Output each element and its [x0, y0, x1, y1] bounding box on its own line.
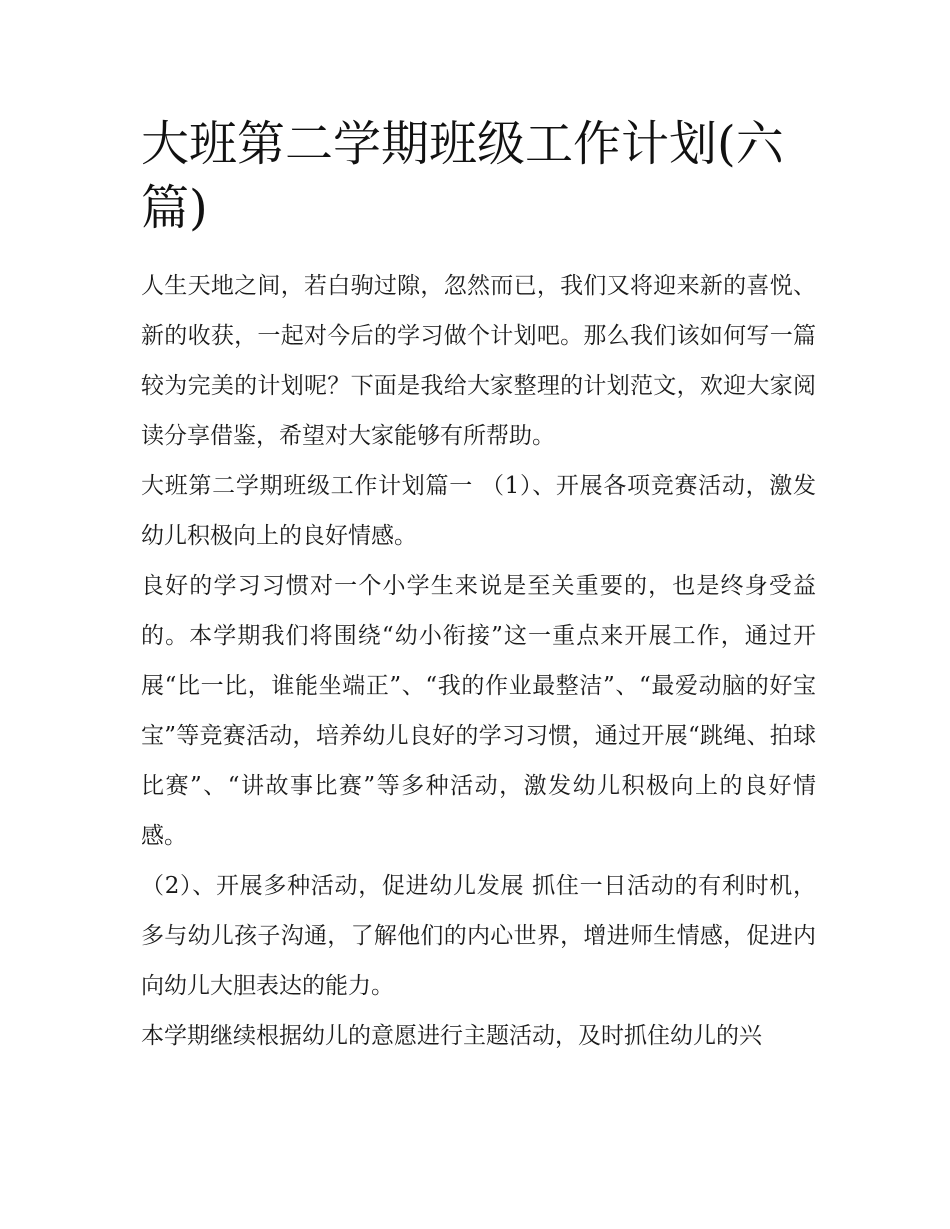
paragraph-plan-one: 大班第二学期班级工作计划篇一 （1）、开展各项竞赛活动，激发幼儿积极向上的良好情感。: [141, 473, 816, 549]
document-title: 大班第二学期班级工作计划(六篇): [141, 116, 784, 236]
document-body: [141, 112, 816, 1061]
paragraph-study-habits: 良好的学习习惯对一个小学生来说是至关重要的，也是终身受益的。本学期我们将围绕“幼小衔接”这一重点来开展工作，通过开展“比一比，谁能坐端正”、“我的作业最整洁”、“最爱动脑的好宝宝”等竞赛活动，培养幼儿良好的学习习惯，通过开展“跳绳、拍球比赛”、“讲故事比赛”等多种活动，激发幼儿积极向上的良好情感。: [141, 573, 816, 849]
paragraph-intro: 人生天地之间，若白驹过隙，忽然而已，我们又将迎来新的喜悦、新的收获，一起对今后的学习做个计划吧。那么我们该如何写一篇较为完美的计划呢？下面是我给大家整理的计划范文，欢迎大家阅读分享借鉴，希望对大家能够有所帮助。: [141, 273, 816, 449]
paragraph-themes: 本学期继续根据幼儿的意愿进行主题活动，及时抓住幼儿的兴: [141, 1023, 762, 1049]
paragraph-activities: （2）、开展多种活动，促进幼儿发展 抓住一日活动的有利时机，多与幼儿孩子沟通，了解他们的内心世界，增进师生情感，促进内向幼儿大胆表达的能力。: [141, 873, 816, 999]
